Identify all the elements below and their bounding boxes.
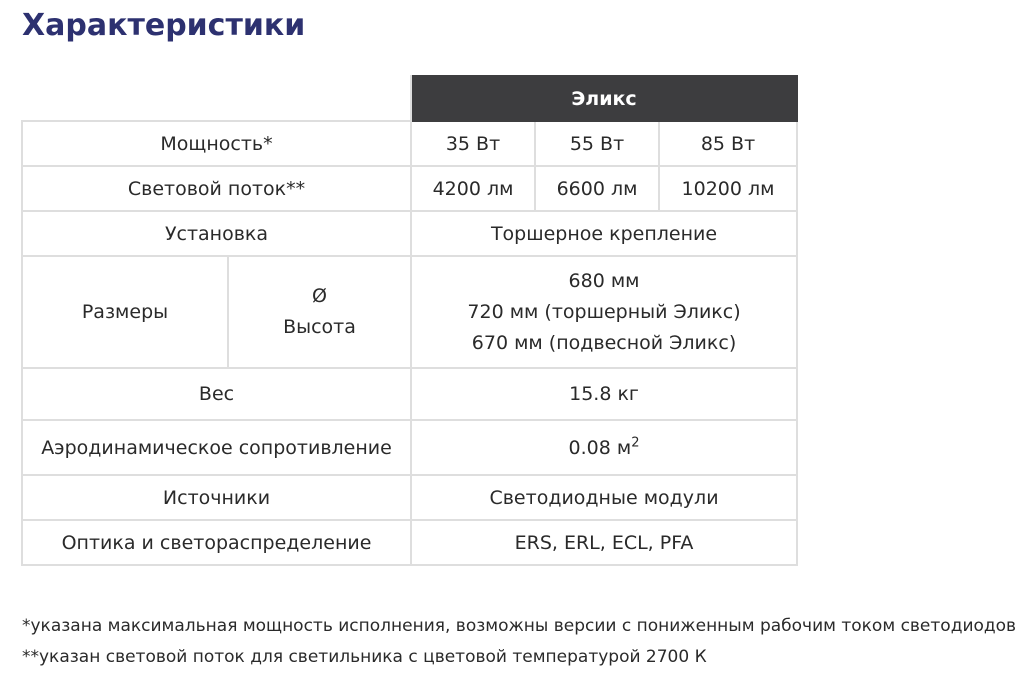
power-value: 55 Вт [535, 121, 659, 166]
table-row-optics [22, 520, 797, 565]
optics-value: ERS, ERL, ECL, PFA [411, 520, 797, 565]
specs-table [21, 75, 798, 566]
mounting-value: Торшерное крепление [411, 211, 797, 256]
row-label: Источники [22, 475, 411, 520]
height-label: Высота [283, 316, 356, 338]
diameter-value: 680 мм [568, 269, 640, 292]
unit-superscript: 2 [631, 435, 640, 451]
footnote-power: *указана максимальная мощность исполнения, возможны версии с пониженным рабочим током светодиодов [22, 616, 1017, 636]
table-row-drag [22, 420, 797, 475]
power-value: 35 Вт [411, 121, 535, 166]
table-row-flux [22, 166, 797, 211]
table-row-mounting [22, 211, 797, 256]
height-value-pendant: 670 мм (подвесной Эликс) [471, 331, 737, 354]
weight-value: 15.8 кг [411, 368, 797, 420]
footnotes [22, 611, 1016, 673]
row-label: Вес [22, 368, 411, 420]
flux-value: 10200 лм [659, 166, 797, 211]
product-header: Эликс [411, 76, 797, 121]
diameter-label: Ø [312, 285, 327, 307]
page-title: Характеристики [22, 8, 306, 43]
row-label: Размеры [22, 256, 228, 368]
power-value: 85 Вт [659, 121, 797, 166]
table-row-weight [22, 368, 797, 420]
table-row-sources [22, 475, 797, 520]
table-corner [22, 76, 411, 121]
row-label: Мощность* [22, 121, 411, 166]
sources-value: Светодиодные модули [411, 475, 797, 520]
row-label: Аэродинамическое сопротивление [22, 420, 411, 475]
flux-value: 4200 лм [411, 166, 535, 211]
row-label: Установка [22, 211, 411, 256]
flux-value: 6600 лм [535, 166, 659, 211]
drag-value: 0.08 м [568, 436, 632, 459]
table-row-power [22, 121, 797, 166]
row-label: Световой поток** [22, 166, 411, 211]
dimension-values [411, 256, 797, 368]
height-value-floor: 720 мм (торшерный Эликс) [467, 300, 741, 323]
drag-value-cell [411, 420, 797, 475]
row-label: Оптика и светораспределение [22, 520, 411, 565]
footnote-flux: **указан световой поток для светильника с цветовой температурой 2700 К [22, 647, 707, 667]
table-row-dimensions [22, 256, 797, 368]
dimension-sublabels [228, 256, 411, 368]
